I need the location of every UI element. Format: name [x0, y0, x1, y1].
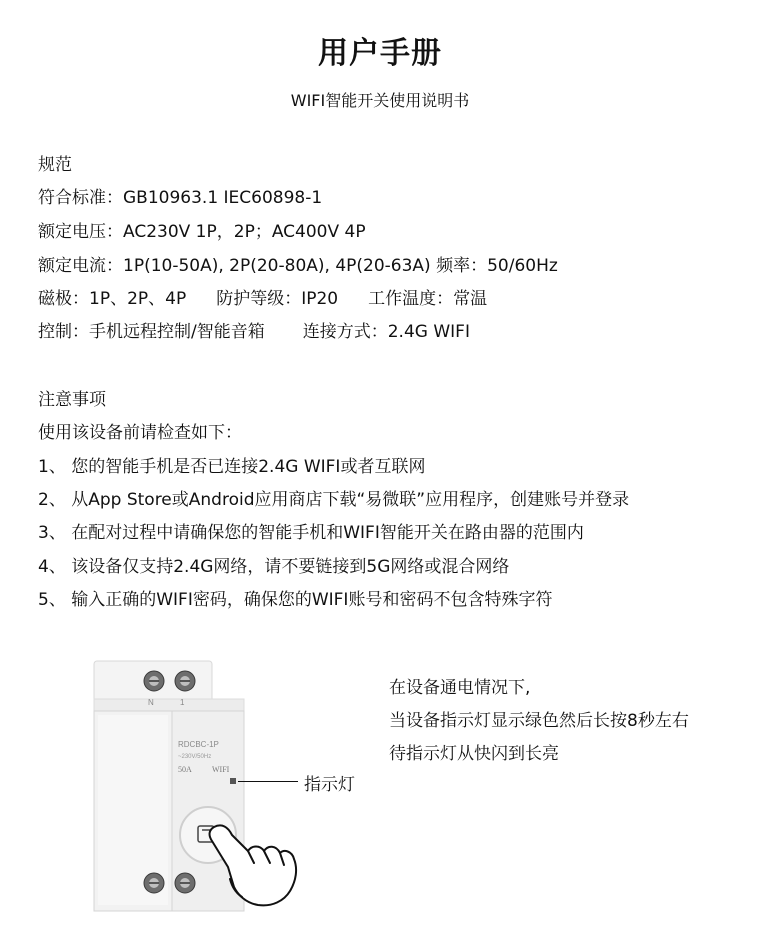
spec-voltage: 额定电压：AC230V 1P，2P；AC400V 4P	[38, 222, 366, 242]
spec-current: 额定电流：1P(10-50A), 2P(20-80A), 4P(20-63A) 频率：50/60Hz	[38, 256, 558, 276]
indicator-light	[230, 778, 236, 784]
spec-standard: 符合标准：GB10963.1 IEC60898-1	[38, 188, 323, 208]
terminal-screw-icon	[144, 873, 164, 893]
spec-control-row	[38, 320, 470, 344]
terminal-screw-icon	[144, 671, 164, 691]
spec-poles: 磁极：1P、2P、4P	[38, 289, 187, 309]
instruction-line-3: 待指示灯从快闪到长亮	[389, 744, 559, 764]
spec-temperature: 工作温度：常温	[368, 289, 488, 309]
spec-connection: 连接方式：2.4G WIFI	[302, 322, 470, 342]
callout-leader-line	[238, 781, 298, 782]
terminal-screw-icon	[175, 873, 195, 893]
breaker-illustration	[86, 655, 326, 915]
spec-heading: 规范	[38, 155, 72, 175]
notes-item-1: 1、 您的智能手机是否已连接2.4G WIFI或者互联网	[38, 457, 426, 477]
notes-item-4: 4、 该设备仅支持2.4G网络，请不要链接到5G网络或混合网络	[38, 557, 510, 577]
instruction-line-2: 当设备指示灯显示绿色然后长按8秒左右	[389, 711, 689, 731]
spec-poles-row	[38, 287, 487, 311]
page-subtitle: WIFI智能开关使用说明书	[290, 91, 470, 110]
notes-heading: 注意事项	[38, 390, 106, 410]
notes-item-5: 5、 输入正确的WIFI密码，确保您的WIFI账号和密码不包含特殊字符	[38, 590, 553, 610]
breaker-model: RDCBC-1P	[178, 740, 219, 749]
notes-intro: 使用该设备前请检查如下：	[38, 423, 242, 443]
spec-protection: 防护等级：IP20	[216, 289, 339, 309]
notes-item-3: 3、 在配对过程中请确保您的智能手机和WIFI智能开关在路由器的范围内	[38, 523, 584, 543]
breaker-wifi: WIFI	[212, 765, 230, 774]
terminal-label-1: 1	[180, 698, 185, 707]
instruction-line-1: 在设备通电情况下,	[389, 678, 531, 698]
terminal-label-n: N	[148, 698, 154, 707]
indicator-callout-label: 指示灯	[304, 775, 355, 795]
spec-control: 控制：手机远程控制/智能音箱	[38, 322, 265, 342]
breaker-current: 50A	[178, 765, 192, 774]
notes-item-2: 2、 从App Store或Android应用商店下载“易微联”应用程序，创建账号并登录	[38, 490, 630, 510]
page-title: 用户手册	[318, 36, 442, 71]
terminal-screw-icon	[175, 671, 195, 691]
breaker-rating: ~230V/50Hz	[178, 754, 212, 760]
